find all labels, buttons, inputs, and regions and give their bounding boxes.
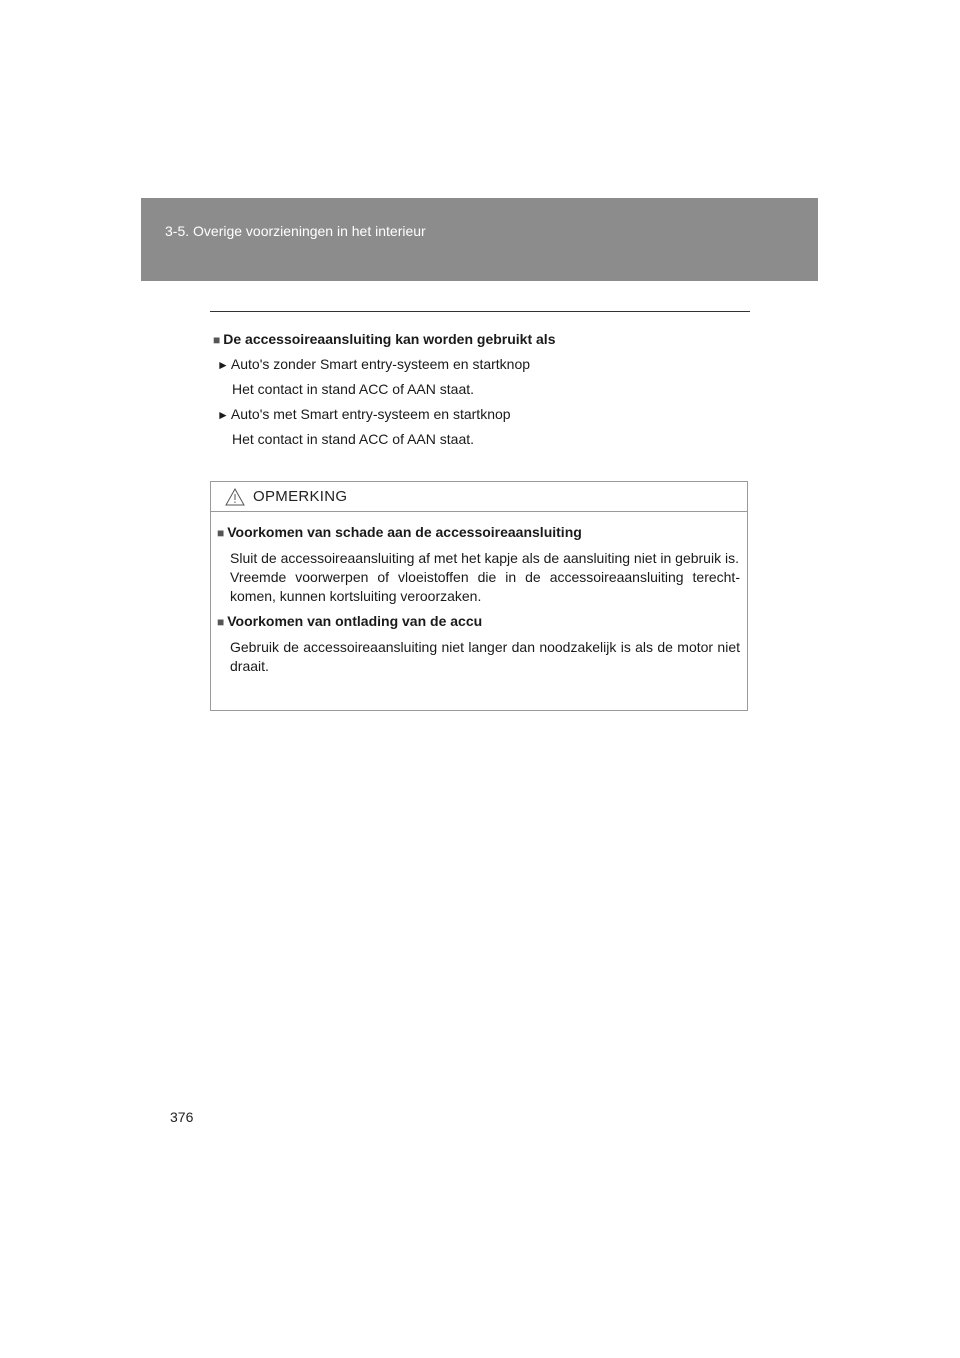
warning-triangle-icon (225, 488, 245, 506)
notice-title: OPMERKING (253, 488, 348, 505)
notice-item-text: Sluit de accessoireaansluiting af met het kapje als de aansluiting niet in gebruik is. Vreemde voorwerpen of vloeistoffen die in de accessoireaansluiting terecht-komen, kunnen kortsluiting veroorzaken. (230, 550, 740, 604)
divider-rule (210, 311, 750, 312)
notice-header (211, 482, 747, 512)
usage-notes (213, 330, 753, 455)
square-bullet-icon: ■ (213, 333, 221, 347)
section-header-band (141, 198, 818, 281)
notice-body (211, 512, 747, 676)
condition-label: Auto's zonder Smart entry-systeem en startknop (230, 356, 531, 372)
notice-box (210, 481, 748, 711)
triangle-right-icon: ► (217, 408, 229, 422)
triangle-right-icon: ► (217, 358, 229, 372)
section-title: 3-5. Overige voorzieningen in het interieur (165, 223, 426, 239)
notice-item-heading: ■ Voorkomen van ontlading van de accu (217, 613, 483, 629)
notice-item-text: Gebruik de accessoireaansluiting niet langer dan noodzakelijk is als de motor niet draait. (230, 639, 740, 674)
notes-heading: ■ De accessoireaansluiting kan worden gebruikt als (213, 331, 556, 347)
square-bullet-icon: ■ (217, 526, 225, 540)
square-bullet-icon: ■ (217, 615, 225, 629)
condition-row (213, 405, 753, 430)
condition-detail: Het contact in stand ACC of AAN staat. (232, 381, 475, 397)
condition-row (213, 355, 753, 380)
notice-item-heading: ■ Voorkomen van schade aan de accessoireaansluiting (217, 524, 582, 540)
condition-detail: Het contact in stand ACC of AAN staat. (232, 431, 475, 447)
condition-label: Auto's met Smart entry-systeem en startknop (230, 406, 511, 422)
page-number: 376 (170, 1109, 194, 1125)
